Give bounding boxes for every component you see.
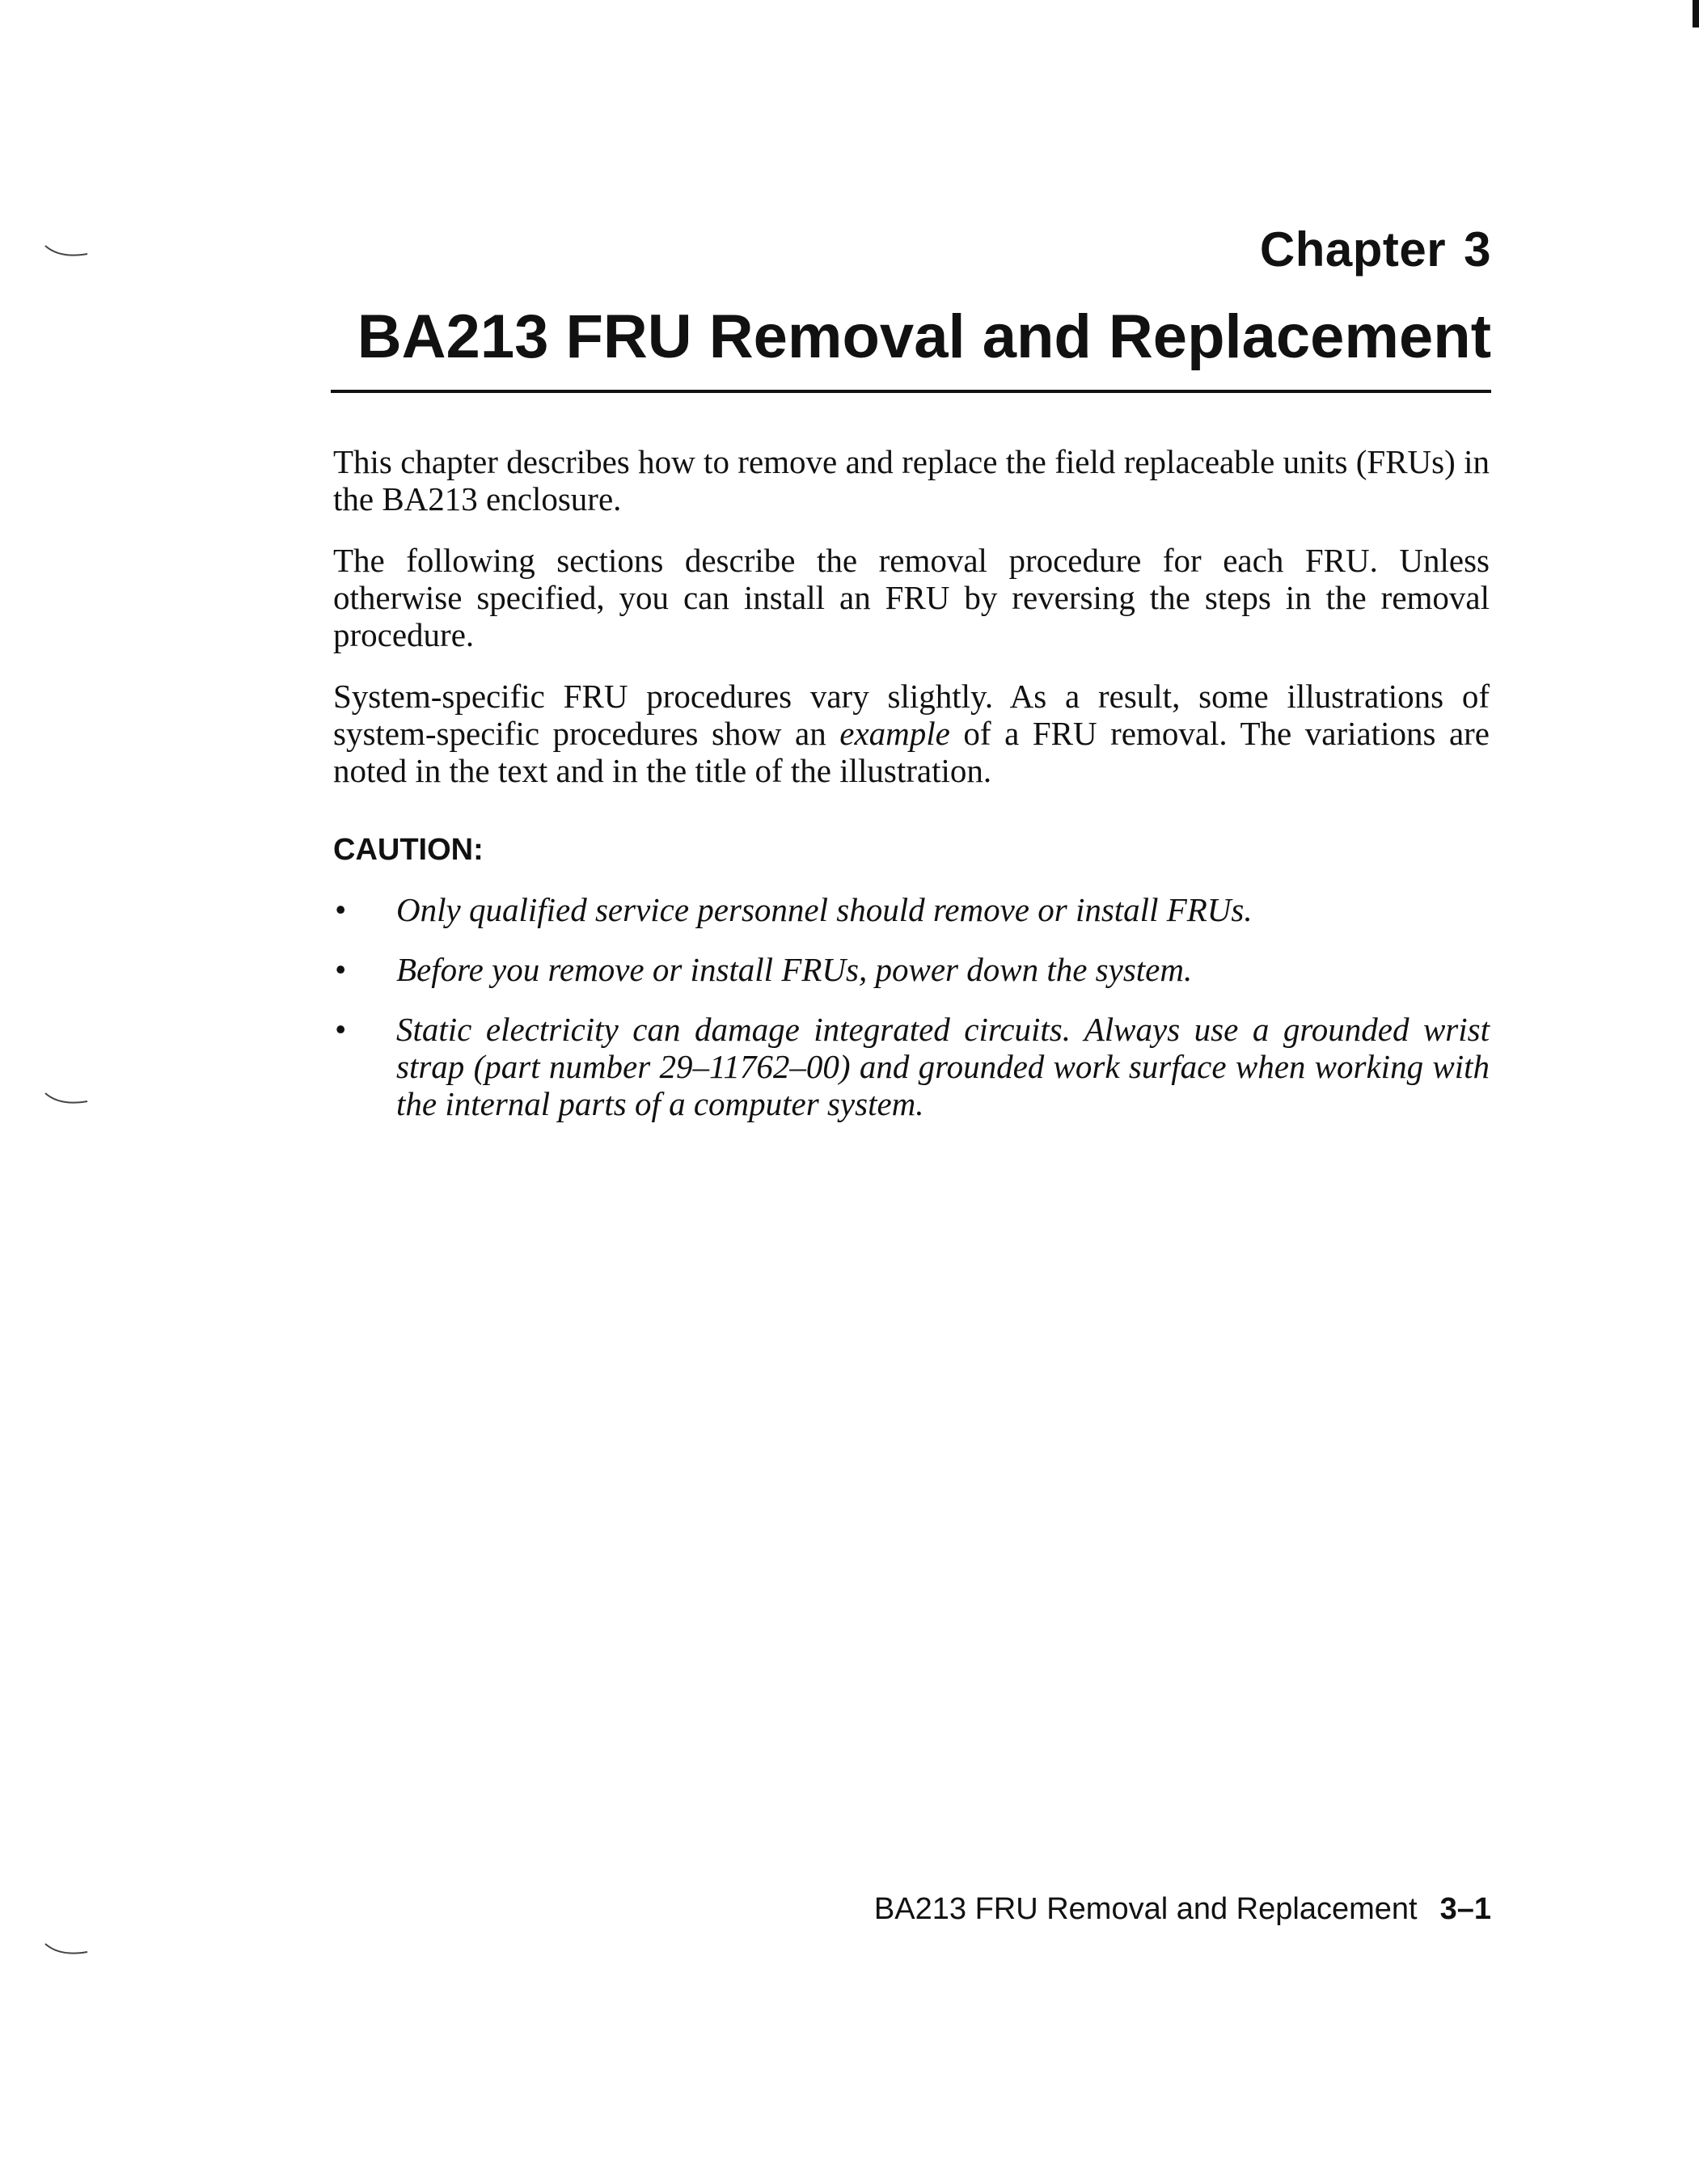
- chapter-label: [1260, 222, 1491, 277]
- bullet-icon: •: [335, 1011, 347, 1048]
- caution-item: [333, 951, 1490, 988]
- intro-paragraph-2: The following sections describe the removal procedure for each FRU. Unless otherwise specified, you can install an FRU by reversing the steps in the removal procedure.: [333, 542, 1490, 653]
- caution-list: [333, 891, 1490, 1122]
- binding-hole-mark: [42, 1090, 91, 1108]
- footer-running-title: BA213 FRU Removal and Replacement: [873, 1892, 1418, 1926]
- emphasis-example: example: [839, 715, 950, 752]
- caution-item: [333, 1011, 1490, 1122]
- page-footer: [874, 1892, 1491, 1927]
- caution-item-text: Only qualified service personnel should remove or install FRUs.: [396, 891, 1253, 928]
- bullet-icon: •: [335, 951, 347, 988]
- intro-paragraph-1: This chapter describes how to remove and replace the field replaceable units (FRUs) in the BA213 enclosure.: [333, 443, 1490, 517]
- chapter-title: BA213 FRU Removal and Replacement: [357, 302, 1491, 371]
- caution-heading: CAUTION:: [333, 833, 484, 867]
- page-number: 3–1: [1439, 1892, 1491, 1926]
- binding-hole-mark: [42, 243, 91, 260]
- intro-paragraph-3-end: of a FRU removal. The variations are noted in the text and in the title of the illustration.: [333, 715, 1490, 789]
- scan-edge-mark: [1693, 0, 1699, 27]
- intro-paragraph-3: [333, 678, 1490, 789]
- caution-item: [333, 891, 1490, 928]
- intro-paragraph-3-start: System-specific FRU procedures vary slightly. As a result, some illustrations of system-specific procedures show an: [333, 678, 1490, 752]
- caution-item-text: Static electricity can damage integrated circuits. Always use a grounded wrist strap (part number 29–11762–00) and grounded work surface when working with the internal parts of a computer system.: [396, 1011, 1490, 1122]
- chapter-number: 3: [1464, 222, 1491, 277]
- caution-item-text: Before you remove or install FRUs, power down the system.: [396, 951, 1193, 988]
- title-rule: [331, 390, 1491, 393]
- bullet-icon: •: [335, 891, 347, 928]
- chapter-word: Chapter: [1259, 222, 1447, 277]
- binding-hole-mark: [42, 1941, 91, 1958]
- body-text: [333, 443, 1490, 1145]
